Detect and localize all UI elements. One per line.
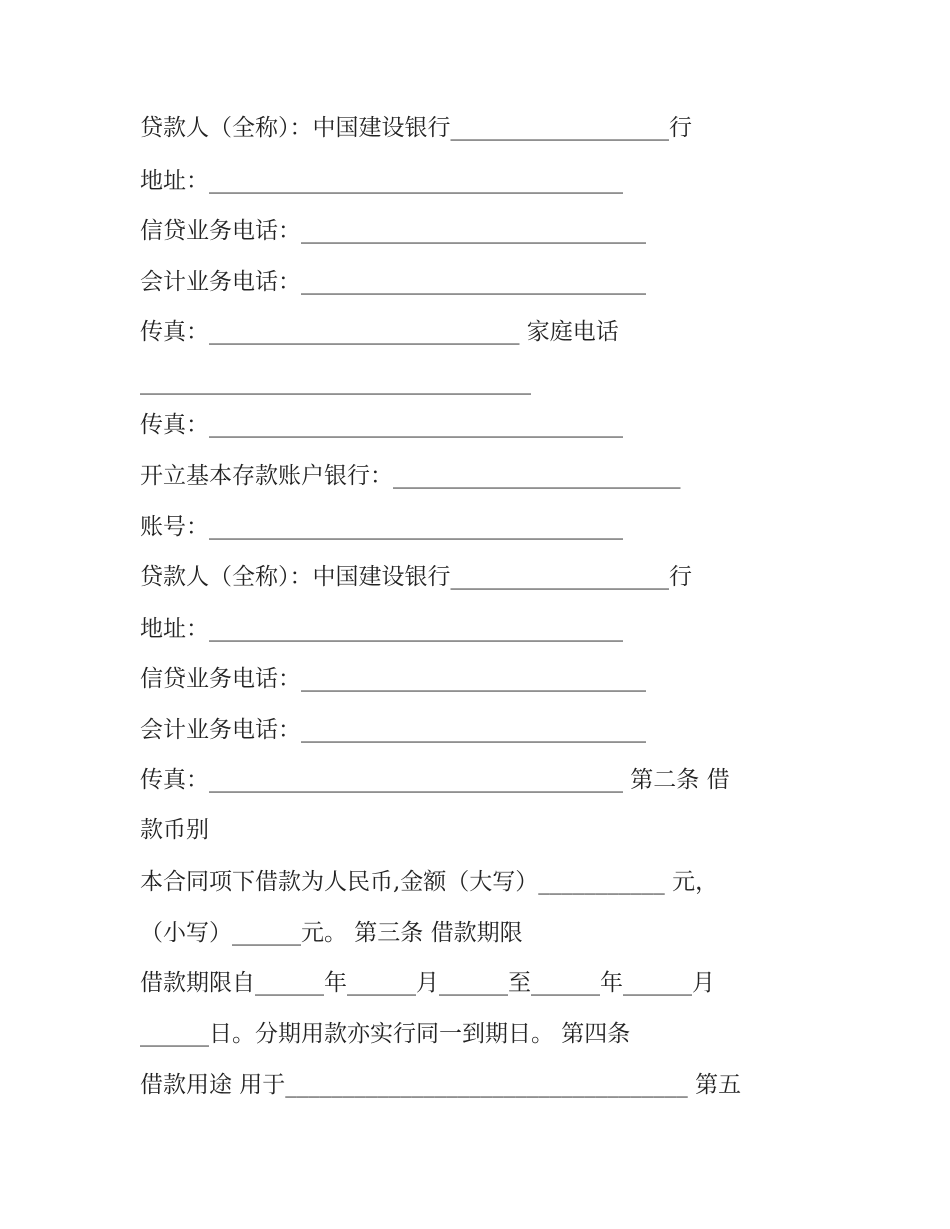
loan-purpose-line: 借款用途 用于___________________________________ 第五 [140, 1072, 742, 1098]
accounting-phone-line: 会计业务电话：______________________________ [140, 269, 646, 295]
account-number-line: 账号：____________________________________ [140, 514, 623, 540]
currency-type-line: 款币别 [140, 817, 209, 843]
amount-lowercase-article-three-line: （小写）______元。 第三条 借款期限 [140, 920, 523, 946]
lender-name-line: 贷款人（全称）：中国建设银行___________________行 [140, 115, 692, 141]
fax-article-two-line: 传真：____________________________________ 第二条 借 [140, 767, 730, 793]
lender-name-line-2: 贷款人（全称）：中国建设银行___________________行 [140, 564, 692, 590]
credit-phone-line: 信贷业务电话：______________________________ [140, 218, 646, 244]
basic-account-bank-line: 开立基本存款账户银行：_________________________ [140, 463, 681, 489]
accounting-phone-line-2: 会计业务电话：______________________________ [140, 717, 646, 743]
loan-term-line: 借款期限自______年______月______至______年______月 [140, 970, 715, 996]
lender-address-line-2: 地址：____________________________________ [140, 616, 623, 642]
loan-amount-line: 本合同项下借款为人民币,金额（大写）___________ 元， [140, 869, 719, 895]
home-phone-blank-line: __________________________________ [140, 369, 531, 395]
maturity-article-four-line: ______日。分期用款亦实行同一到期日。 第四条 [140, 1021, 631, 1047]
fax-home-phone-line: 传真：___________________________ 家庭电话 [140, 319, 619, 345]
fax-line: 传真：____________________________________ [140, 412, 623, 438]
lender-address-line: 地址：____________________________________ [140, 168, 623, 194]
credit-phone-line-2: 信贷业务电话：______________________________ [140, 666, 646, 692]
